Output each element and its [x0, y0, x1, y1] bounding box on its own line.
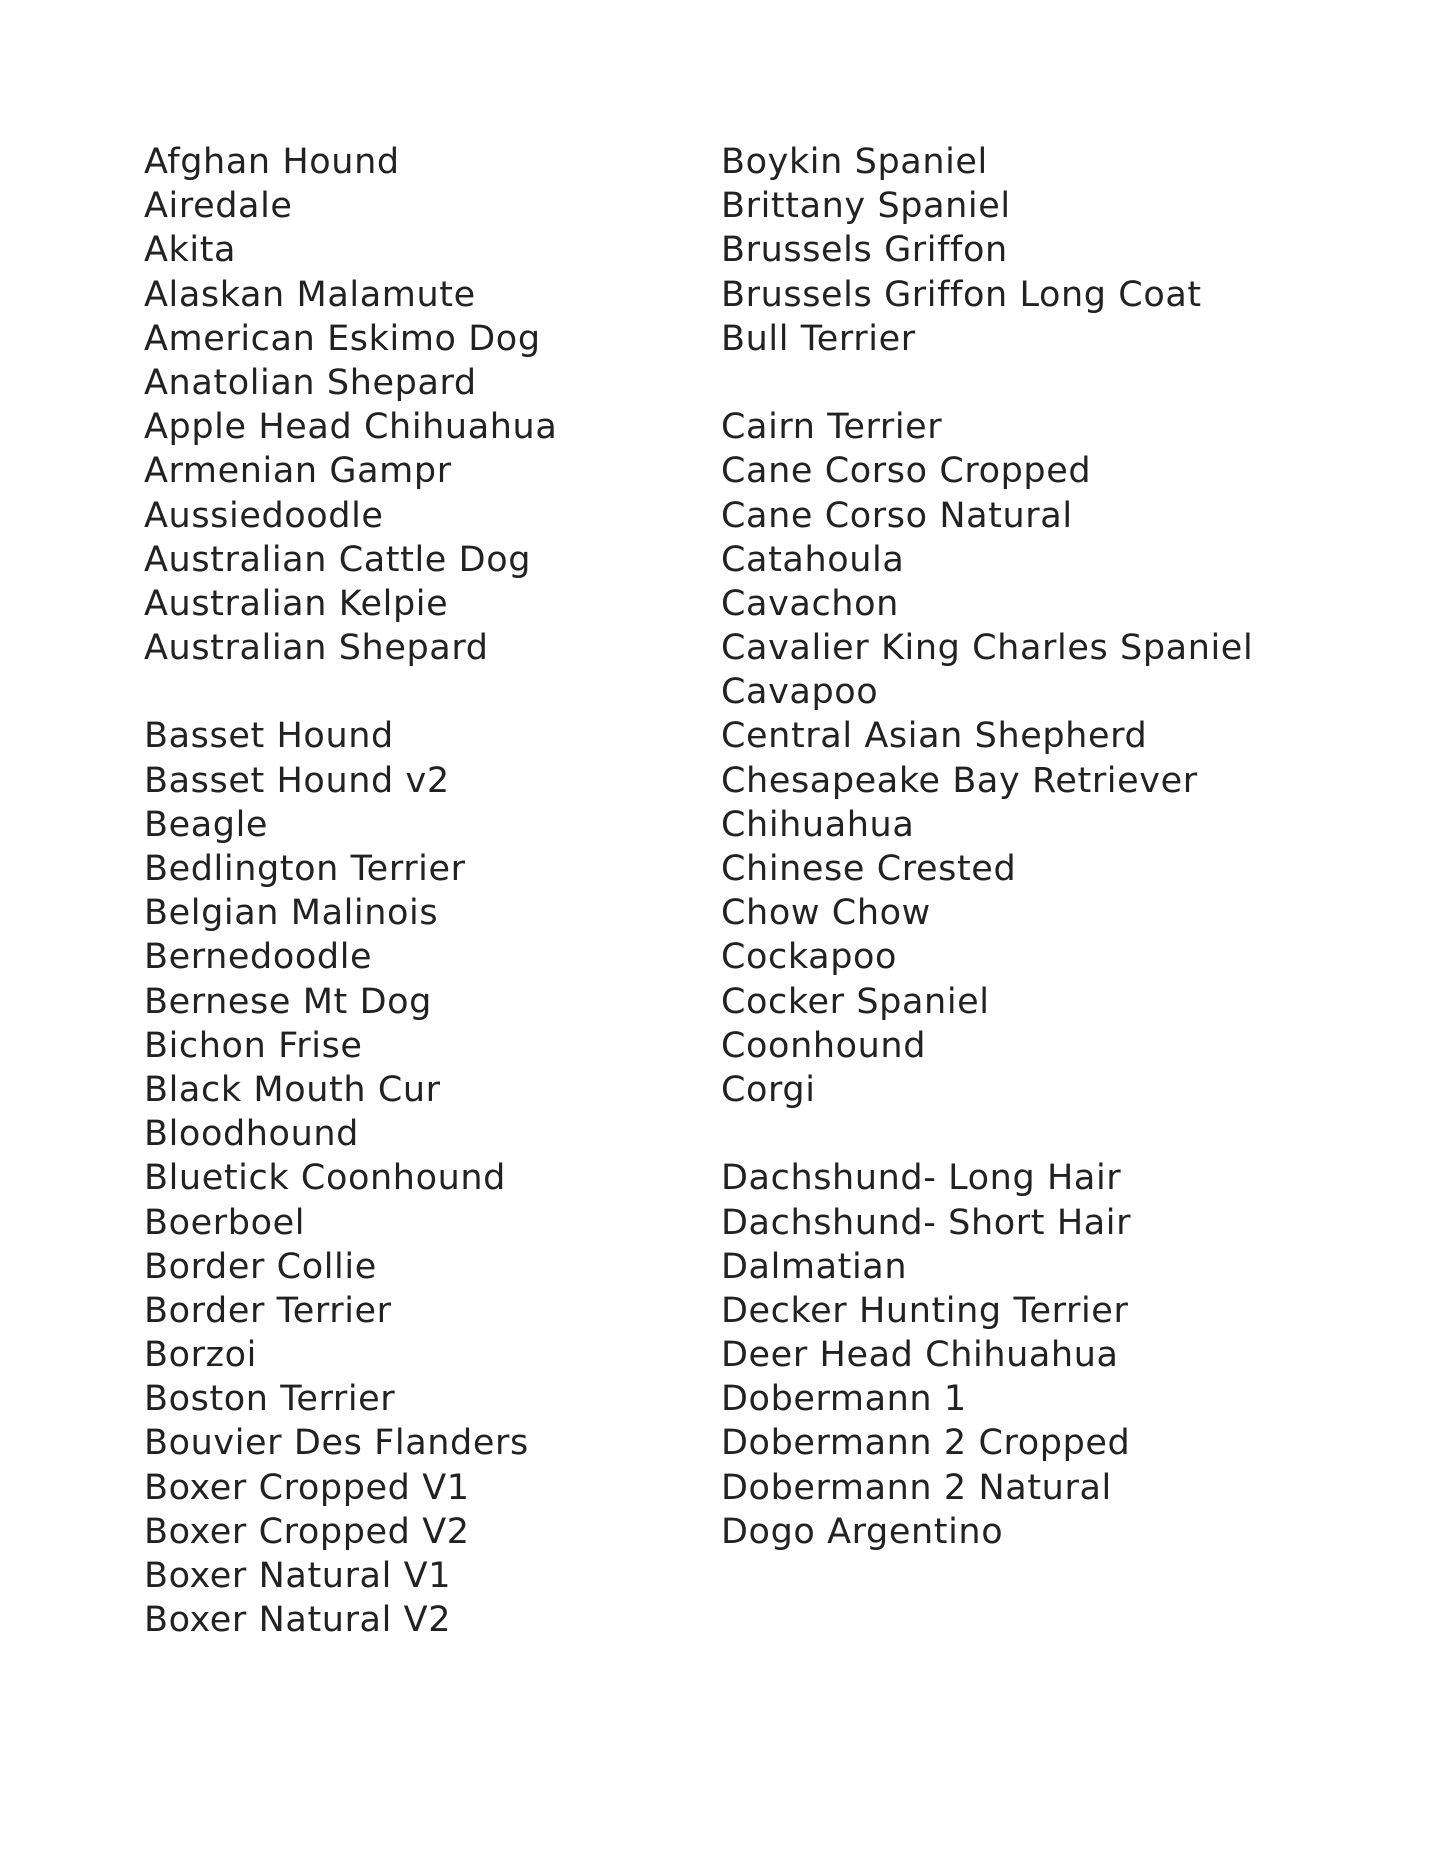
breed-list-item: Dobermann 2 Natural: [721, 1467, 1112, 1508]
breed-list-item: Boston Terrier: [144, 1379, 396, 1420]
breed-list-item: Bloodhound: [144, 1114, 359, 1155]
breed-list-item: Cockapoo: [721, 937, 898, 978]
breed-list-item: Australian Cattle Dog: [144, 539, 532, 580]
breed-list-item: Chihuahua: [721, 804, 915, 845]
breed-list-item: Catahoula: [721, 539, 905, 580]
breed-list-item: Boerboel: [144, 1202, 306, 1243]
breed-list-item: Border Collie: [144, 1246, 377, 1287]
breed-list-item: Boxer Natural V2: [144, 1600, 452, 1641]
breed-list-item: Beagle: [144, 804, 269, 845]
breed-list-item: Boykin Spaniel: [721, 142, 988, 182]
breed-list-item: Australian Kelpie: [144, 583, 449, 624]
breed-list-item: Cane Corso Cropped: [721, 451, 1092, 492]
breed-list-item: Dobermann 1: [721, 1379, 967, 1420]
breed-list-item: Brittany Spaniel: [721, 186, 1011, 227]
group-spacer: [144, 670, 664, 714]
breed-list-item: Chinese Crested: [721, 849, 1017, 889]
breed-list-item: Anatolian Shepard: [144, 362, 477, 403]
breed-list-item: Afghan Hound: [144, 142, 400, 182]
breed-list-item: Dachshund- Long Hair: [721, 1158, 1122, 1199]
breed-list-item: Boxer Cropped V1: [144, 1467, 470, 1508]
breed-list-item: Cocker Spaniel: [721, 981, 990, 1022]
breed-list-item: Bouvier Des Flanders: [144, 1423, 529, 1464]
breed-list-item: Cairn Terrier: [721, 407, 943, 448]
breed-list-item: Dogo Argentino: [721, 1511, 1004, 1552]
breed-list-item: Aussiedoodle: [144, 495, 384, 536]
breed-list-item: Armenian Gampr: [144, 451, 452, 492]
breed-list-item: Corgi: [721, 1069, 816, 1110]
breed-list-item: Bluetick Coonhound: [144, 1158, 506, 1199]
breed-list-item: Bedlington Terrier: [144, 849, 466, 889]
breed-column-left: [144, 140, 664, 1642]
breed-list-item: Dobermann 2 Cropped: [721, 1423, 1131, 1464]
breed-list-item: Border Terrier: [144, 1290, 392, 1331]
breed-list-item: Basset Hound: [144, 716, 394, 757]
breed-list-item: Dalmatian: [721, 1246, 908, 1287]
breed-column-right: [721, 140, 1361, 1554]
breed-list-item: Cavalier King Charles Spaniel: [721, 628, 1254, 669]
breed-list-item: Decker Hunting Terrier: [721, 1290, 1129, 1331]
breed-list-item: American Eskimo Dog: [144, 318, 541, 359]
breed-list-item: Bull Terrier: [721, 318, 916, 359]
breed-list-item: Cavachon: [721, 583, 899, 624]
breed-list-item: Borzoi: [144, 1335, 257, 1376]
breed-list-item: Alaskan Malamute: [144, 274, 476, 315]
breed-list-item: Cavapoo: [721, 672, 879, 713]
breed-list-item: Belgian Malinois: [144, 893, 439, 934]
breed-list-item: Australian Shepard: [144, 628, 489, 669]
breed-list-item: Boxer Natural V1: [144, 1556, 452, 1596]
breed-list-item: Bernedoodle: [144, 937, 373, 978]
breed-list-item: Chow Chow: [721, 893, 931, 934]
breed-list-item: Bernese Mt Dog: [144, 981, 432, 1022]
breed-list-item: Deer Head Chihuahua: [721, 1335, 1119, 1376]
breed-list-item: Airedale: [144, 186, 293, 227]
breed-list-item: Dachshund- Short Hair: [721, 1202, 1132, 1243]
breed-list-item: Chesapeake Bay Retriever: [721, 760, 1198, 801]
breed-list-item: Basset Hound v2: [144, 760, 450, 801]
breed-list-item: Black Mouth Cur: [144, 1069, 441, 1110]
group-spacer: [721, 361, 1361, 405]
group-spacer: [721, 1112, 1361, 1156]
breed-list-item: Cane Corso Natural: [721, 495, 1073, 536]
breed-list-item: Boxer Cropped V2: [144, 1511, 470, 1552]
breed-list-item: Coonhound: [721, 1025, 927, 1066]
breed-list-item: Apple Head Chihuahua: [144, 407, 558, 448]
breed-list-item: Central Asian Shepherd: [721, 716, 1148, 757]
breed-list-item: Bichon Frise: [144, 1025, 363, 1066]
breed-list-item: Brussels Griffon Long Coat: [721, 274, 1202, 315]
breed-list-item: Brussels Griffon: [721, 230, 1008, 271]
breed-list-item: Akita: [144, 230, 237, 271]
